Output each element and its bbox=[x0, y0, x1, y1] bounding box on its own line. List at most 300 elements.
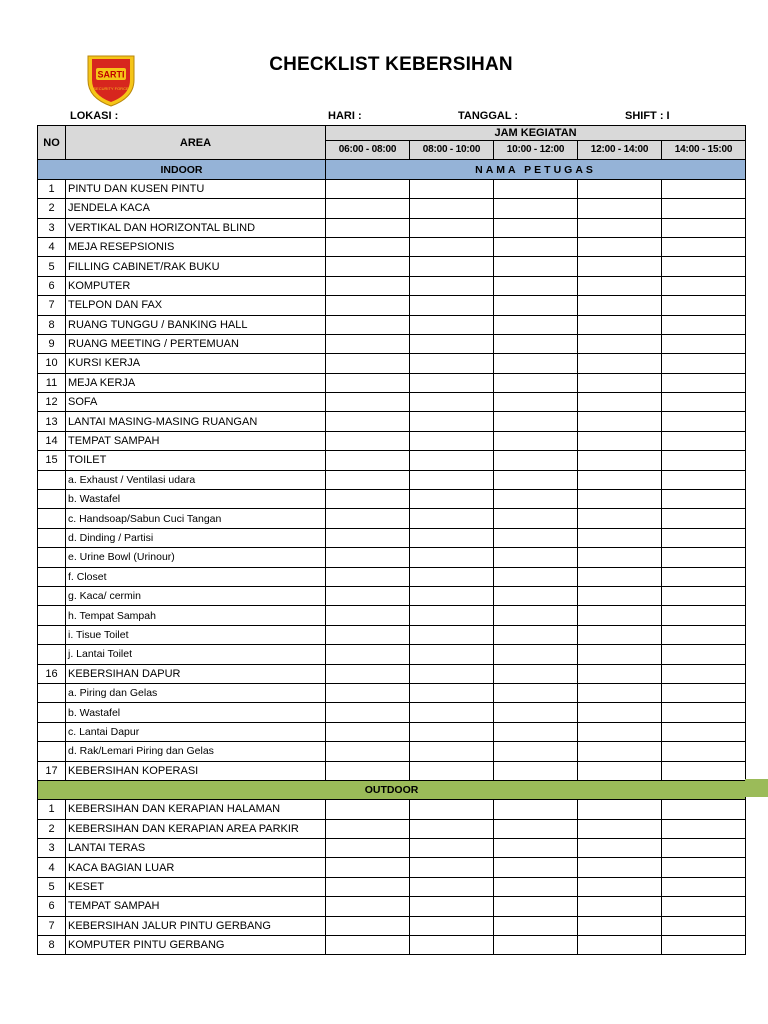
area-name: a. Piring dan Gelas bbox=[66, 683, 326, 702]
checklist-cell[interactable] bbox=[410, 373, 494, 392]
checklist-cell[interactable] bbox=[578, 528, 662, 547]
checklist-cell[interactable] bbox=[662, 393, 746, 412]
checklist-table bbox=[37, 125, 746, 955]
checklist-cell[interactable] bbox=[578, 586, 662, 605]
checklist-cell[interactable] bbox=[494, 742, 578, 761]
checklist-cell[interactable] bbox=[410, 839, 494, 858]
checklist-cell[interactable] bbox=[326, 742, 410, 761]
checklist-cell[interactable] bbox=[410, 296, 494, 315]
area-name: g. Kaca/ cermin bbox=[66, 586, 326, 605]
checklist-cell[interactable] bbox=[410, 897, 494, 916]
checklist-cell[interactable] bbox=[326, 528, 410, 547]
checklist-cell[interactable] bbox=[326, 625, 410, 644]
checklist-cell[interactable] bbox=[410, 354, 494, 373]
row-number bbox=[38, 742, 66, 761]
checklist-cell[interactable] bbox=[326, 296, 410, 315]
checklist-cell[interactable] bbox=[662, 373, 746, 392]
checklist-cell[interactable] bbox=[494, 645, 578, 664]
table-row bbox=[38, 625, 746, 644]
checklist-cell[interactable] bbox=[494, 625, 578, 644]
checklist-cell[interactable] bbox=[326, 645, 410, 664]
checklist-cell[interactable] bbox=[326, 858, 410, 877]
checklist-cell[interactable] bbox=[662, 199, 746, 218]
checklist-cell[interactable] bbox=[662, 451, 746, 470]
checklist-cell[interactable] bbox=[410, 179, 494, 198]
table-row bbox=[38, 412, 746, 431]
checklist-cell[interactable] bbox=[410, 509, 494, 528]
checklist-cell[interactable] bbox=[326, 199, 410, 218]
checklist-cell[interactable] bbox=[662, 742, 746, 761]
checklist-cell[interactable] bbox=[410, 877, 494, 896]
area-name: h. Tempat Sampah bbox=[66, 606, 326, 625]
checklist-cell[interactable] bbox=[326, 567, 410, 586]
checklist-cell[interactable] bbox=[662, 431, 746, 450]
area-name: LANTAI MASING-MASING RUANGAN bbox=[66, 412, 326, 431]
checklist-cell[interactable] bbox=[578, 296, 662, 315]
checklist-cell[interactable] bbox=[326, 276, 410, 295]
checklist-cell[interactable] bbox=[326, 257, 410, 276]
row-number bbox=[38, 509, 66, 528]
checklist-cell[interactable] bbox=[326, 683, 410, 702]
row-number: 8 bbox=[38, 315, 66, 334]
table-row bbox=[38, 645, 746, 664]
checklist-cell[interactable] bbox=[662, 257, 746, 276]
table-row bbox=[38, 567, 746, 586]
checklist-cell[interactable] bbox=[410, 800, 494, 819]
logo-text: SARTI bbox=[97, 69, 125, 80]
area-name: a. Exhaust / Ventilasi udara bbox=[66, 470, 326, 489]
table-row bbox=[38, 431, 746, 450]
checklist-cell[interactable] bbox=[326, 412, 410, 431]
checklist-cell[interactable] bbox=[410, 936, 494, 955]
area-name: e. Urine Bowl (Urinour) bbox=[66, 548, 326, 567]
checklist-cell[interactable] bbox=[578, 761, 662, 780]
checklist-cell[interactable] bbox=[494, 839, 578, 858]
checklist-cell[interactable] bbox=[494, 606, 578, 625]
checklist-cell[interactable] bbox=[662, 470, 746, 489]
checklist-cell[interactable] bbox=[494, 373, 578, 392]
checklist-cell[interactable] bbox=[662, 936, 746, 955]
row-number: 12 bbox=[38, 393, 66, 412]
checklist-cell[interactable] bbox=[578, 606, 662, 625]
checklist-cell[interactable] bbox=[494, 237, 578, 256]
checklist-cell[interactable] bbox=[410, 645, 494, 664]
area-name: i. Tisue Toilet bbox=[66, 625, 326, 644]
time-slot-header: 08:00 - 10:00 bbox=[410, 141, 494, 160]
checklist-cell[interactable] bbox=[578, 800, 662, 819]
table-row bbox=[38, 839, 746, 858]
checklist-cell[interactable] bbox=[410, 315, 494, 334]
checklist-cell[interactable] bbox=[494, 586, 578, 605]
checklist-cell[interactable] bbox=[578, 819, 662, 838]
time-slot-header: 12:00 - 14:00 bbox=[578, 141, 662, 160]
row-number: 8 bbox=[38, 936, 66, 955]
checklist-cell[interactable] bbox=[662, 858, 746, 877]
checklist-cell[interactable] bbox=[494, 664, 578, 683]
area-name: MEJA KERJA bbox=[66, 373, 326, 392]
table-row bbox=[38, 819, 746, 838]
checklist-cell[interactable] bbox=[578, 179, 662, 198]
checklist-cell[interactable] bbox=[326, 451, 410, 470]
row-number: 11 bbox=[38, 373, 66, 392]
checklist-cell[interactable] bbox=[494, 296, 578, 315]
checklist-cell[interactable] bbox=[662, 897, 746, 916]
table-row bbox=[38, 218, 746, 237]
checklist-cell[interactable] bbox=[410, 334, 494, 353]
area-name: SOFA bbox=[66, 393, 326, 412]
checklist-cell[interactable] bbox=[494, 936, 578, 955]
checklist-cell[interactable] bbox=[410, 528, 494, 547]
table-row bbox=[38, 354, 746, 373]
checklist-cell[interactable] bbox=[578, 858, 662, 877]
checklist-cell[interactable] bbox=[410, 664, 494, 683]
checklist-cell[interactable] bbox=[410, 199, 494, 218]
checklist-cell[interactable] bbox=[494, 490, 578, 509]
row-number: 13 bbox=[38, 412, 66, 431]
checklist-cell[interactable] bbox=[326, 936, 410, 955]
checklist-cell[interactable] bbox=[410, 703, 494, 722]
checklist-cell[interactable] bbox=[410, 819, 494, 838]
checklist-cell[interactable] bbox=[410, 606, 494, 625]
checklist-cell[interactable] bbox=[578, 722, 662, 741]
checklist-cell[interactable] bbox=[578, 936, 662, 955]
table-row bbox=[38, 470, 746, 489]
row-number: 9 bbox=[38, 334, 66, 353]
checklist-cell[interactable] bbox=[662, 722, 746, 741]
table-row bbox=[38, 276, 746, 295]
checklist-cell[interactable] bbox=[494, 703, 578, 722]
table-row bbox=[38, 722, 746, 741]
checklist-cell[interactable] bbox=[578, 703, 662, 722]
checklist-cell[interactable] bbox=[326, 664, 410, 683]
row-number: 5 bbox=[38, 257, 66, 276]
row-number: 1 bbox=[38, 179, 66, 198]
checklist-cell[interactable] bbox=[578, 509, 662, 528]
checklist-cell[interactable] bbox=[326, 606, 410, 625]
checklist-cell[interactable] bbox=[326, 548, 410, 567]
shift-label: SHIFT : I bbox=[625, 110, 670, 122]
jam-kegiatan-header: JAM KEGIATAN bbox=[326, 126, 746, 141]
row-number: 5 bbox=[38, 877, 66, 896]
checklist-cell[interactable] bbox=[662, 567, 746, 586]
checklist-cell[interactable] bbox=[662, 586, 746, 605]
checklist-cell[interactable] bbox=[494, 276, 578, 295]
checklist-cell[interactable] bbox=[578, 897, 662, 916]
checklist-cell[interactable] bbox=[410, 218, 494, 237]
checklist-cell[interactable] bbox=[662, 412, 746, 431]
table-row bbox=[38, 664, 746, 683]
checklist-cell[interactable] bbox=[578, 451, 662, 470]
checklist-cell[interactable] bbox=[494, 179, 578, 198]
checklist-cell[interactable] bbox=[578, 431, 662, 450]
checklist-cell[interactable] bbox=[326, 586, 410, 605]
checklist-cell[interactable] bbox=[326, 373, 410, 392]
checklist-cell[interactable] bbox=[578, 683, 662, 702]
checklist-cell[interactable] bbox=[662, 315, 746, 334]
row-number bbox=[38, 586, 66, 605]
checklist-cell[interactable] bbox=[662, 606, 746, 625]
checklist-cell[interactable] bbox=[494, 548, 578, 567]
table-row bbox=[38, 373, 746, 392]
area-name: KEBERSIHAN DAPUR bbox=[66, 664, 326, 683]
checklist-cell[interactable] bbox=[662, 645, 746, 664]
checklist-cell[interactable] bbox=[326, 897, 410, 916]
checklist-cell[interactable] bbox=[578, 548, 662, 567]
checklist-cell[interactable] bbox=[578, 839, 662, 858]
checklist-cell[interactable] bbox=[662, 509, 746, 528]
checklist-cell[interactable] bbox=[410, 490, 494, 509]
row-number bbox=[38, 470, 66, 489]
checklist-cell[interactable] bbox=[326, 354, 410, 373]
row-number bbox=[38, 606, 66, 625]
area-name: KEBERSIHAN DAN KERAPIAN AREA PARKIR bbox=[66, 819, 326, 838]
checklist-cell[interactable] bbox=[326, 490, 410, 509]
checklist-cell[interactable] bbox=[410, 567, 494, 586]
col-no-header: NO bbox=[38, 126, 66, 160]
checklist-cell[interactable] bbox=[326, 218, 410, 237]
checklist-cell[interactable] bbox=[578, 490, 662, 509]
table-row bbox=[38, 179, 746, 198]
table-row bbox=[38, 703, 746, 722]
area-name: JENDELA KACA bbox=[66, 199, 326, 218]
checklist-cell[interactable] bbox=[578, 625, 662, 644]
checklist-cell[interactable] bbox=[494, 528, 578, 547]
area-name: b. Wastafel bbox=[66, 490, 326, 509]
checklist-cell[interactable] bbox=[326, 722, 410, 741]
row-number: 1 bbox=[38, 800, 66, 819]
area-name: TELPON DAN FAX bbox=[66, 296, 326, 315]
table-row bbox=[38, 761, 746, 780]
checklist-cell[interactable] bbox=[326, 703, 410, 722]
nama-petugas-header: NAMA PETUGAS bbox=[326, 160, 746, 179]
checklist-cell[interactable] bbox=[494, 897, 578, 916]
table-row bbox=[38, 606, 746, 625]
checklist-cell[interactable] bbox=[326, 916, 410, 935]
checklist-cell[interactable] bbox=[662, 916, 746, 935]
checklist-cell[interactable] bbox=[494, 800, 578, 819]
checklist-cell[interactable] bbox=[494, 509, 578, 528]
table-row bbox=[38, 916, 746, 935]
checklist-cell[interactable] bbox=[578, 916, 662, 935]
area-name: RUANG TUNGGU / BANKING HALL bbox=[66, 315, 326, 334]
checklist-cell[interactable] bbox=[578, 412, 662, 431]
checklist-cell[interactable] bbox=[578, 742, 662, 761]
checklist-cell[interactable] bbox=[578, 276, 662, 295]
table-row bbox=[38, 528, 746, 547]
checklist-cell[interactable] bbox=[494, 819, 578, 838]
checklist-cell[interactable] bbox=[662, 839, 746, 858]
checklist-cell[interactable] bbox=[578, 645, 662, 664]
checklist-cell[interactable] bbox=[494, 451, 578, 470]
checklist-cell[interactable] bbox=[410, 742, 494, 761]
checklist-cell[interactable] bbox=[494, 858, 578, 877]
checklist-cell[interactable] bbox=[326, 509, 410, 528]
area-name: LANTAI TERAS bbox=[66, 839, 326, 858]
table-row bbox=[38, 683, 746, 702]
checklist-cell[interactable] bbox=[410, 257, 494, 276]
table-row bbox=[38, 800, 746, 819]
checklist-cell[interactable] bbox=[578, 315, 662, 334]
checklist-cell[interactable] bbox=[410, 237, 494, 256]
checklist-cell[interactable] bbox=[578, 218, 662, 237]
checklist-cell[interactable] bbox=[410, 276, 494, 295]
area-name: TEMPAT SAMPAH bbox=[66, 897, 326, 916]
area-name: KEBERSIHAN JALUR PINTU GERBANG bbox=[66, 916, 326, 935]
table-row bbox=[38, 586, 746, 605]
checklist-cell[interactable] bbox=[662, 296, 746, 315]
checklist-cell[interactable] bbox=[410, 451, 494, 470]
table-row bbox=[38, 742, 746, 761]
checklist-cell[interactable] bbox=[410, 625, 494, 644]
area-name: TOILET bbox=[66, 451, 326, 470]
checklist-cell[interactable] bbox=[326, 761, 410, 780]
checklist-cell[interactable] bbox=[410, 470, 494, 489]
checklist-cell[interactable] bbox=[326, 800, 410, 819]
area-name: b. Wastafel bbox=[66, 703, 326, 722]
checklist-cell[interactable] bbox=[494, 393, 578, 412]
checklist-cell[interactable] bbox=[326, 431, 410, 450]
area-name: KOMPUTER bbox=[66, 276, 326, 295]
checklist-cell[interactable] bbox=[494, 470, 578, 489]
checklist-cell[interactable] bbox=[326, 237, 410, 256]
row-number bbox=[38, 703, 66, 722]
checklist-cell[interactable] bbox=[494, 354, 578, 373]
checklist-cell[interactable] bbox=[662, 800, 746, 819]
area-name: j. Lantai Toilet bbox=[66, 645, 326, 664]
row-number bbox=[38, 722, 66, 741]
checklist-cell[interactable] bbox=[494, 334, 578, 353]
table-row bbox=[38, 509, 746, 528]
checklist-cell[interactable] bbox=[494, 567, 578, 586]
logo-subtext: SECURITY FORCE bbox=[93, 86, 129, 91]
checklist-cell[interactable] bbox=[662, 334, 746, 353]
area-name: KEBERSIHAN KOPERASI bbox=[66, 761, 326, 780]
area-name: FILLING CABINET/RAK BUKU bbox=[66, 257, 326, 276]
checklist-cell[interactable] bbox=[494, 683, 578, 702]
checklist-cell[interactable] bbox=[578, 664, 662, 683]
checklist-cell[interactable] bbox=[578, 199, 662, 218]
checklist-cell[interactable] bbox=[662, 354, 746, 373]
checklist-cell[interactable] bbox=[410, 586, 494, 605]
checklist-cell[interactable] bbox=[494, 412, 578, 431]
checklist-cell[interactable] bbox=[326, 470, 410, 489]
table-row bbox=[38, 237, 746, 256]
checklist-cell[interactable] bbox=[662, 703, 746, 722]
checklist-cell[interactable] bbox=[578, 334, 662, 353]
area-name: TEMPAT SAMPAH bbox=[66, 431, 326, 450]
checklist-cell[interactable] bbox=[494, 761, 578, 780]
area-name: RUANG MEETING / PERTEMUAN bbox=[66, 334, 326, 353]
checklist-cell[interactable] bbox=[662, 625, 746, 644]
checklist-cell[interactable] bbox=[578, 373, 662, 392]
row-number bbox=[38, 683, 66, 702]
checklist-cell[interactable] bbox=[494, 257, 578, 276]
checklist-cell[interactable] bbox=[326, 393, 410, 412]
checklist-cell[interactable] bbox=[410, 761, 494, 780]
area-name: f. Closet bbox=[66, 567, 326, 586]
area-name: d. Dinding / Partisi bbox=[66, 528, 326, 547]
hari-label: HARI : bbox=[328, 110, 362, 122]
checklist-cell[interactable] bbox=[410, 683, 494, 702]
checklist-cell[interactable] bbox=[410, 393, 494, 412]
area-name: MEJA RESEPSIONIS bbox=[66, 237, 326, 256]
row-number: 15 bbox=[38, 451, 66, 470]
checklist-cell[interactable] bbox=[662, 218, 746, 237]
checklist-cell[interactable] bbox=[578, 567, 662, 586]
checklist-cell[interactable] bbox=[662, 528, 746, 547]
indoor-header: INDOOR bbox=[38, 160, 326, 179]
checklist-cell[interactable] bbox=[662, 664, 746, 683]
checklist-cell[interactable] bbox=[326, 179, 410, 198]
table-row bbox=[38, 897, 746, 916]
checklist-cell[interactable] bbox=[662, 179, 746, 198]
checklist-cell[interactable] bbox=[578, 237, 662, 256]
checklist-cell[interactable] bbox=[410, 548, 494, 567]
row-number: 3 bbox=[38, 218, 66, 237]
checklist-cell[interactable] bbox=[326, 877, 410, 896]
table-row bbox=[38, 548, 746, 567]
checklist-cell[interactable] bbox=[494, 218, 578, 237]
area-name: d. Rak/Lemari Piring dan Gelas bbox=[66, 742, 326, 761]
area-name: VERTIKAL DAN HORIZONTAL BLIND bbox=[66, 218, 326, 237]
checklist-cell[interactable] bbox=[662, 683, 746, 702]
checklist-cell[interactable] bbox=[410, 431, 494, 450]
checklist-cell[interactable] bbox=[578, 354, 662, 373]
checklist-cell[interactable] bbox=[578, 877, 662, 896]
checklist-cell[interactable] bbox=[326, 839, 410, 858]
page-title: CHECKLIST KEBERSIHAN bbox=[269, 54, 513, 75]
row-number: 4 bbox=[38, 858, 66, 877]
row-number bbox=[38, 645, 66, 664]
checklist-cell[interactable] bbox=[662, 237, 746, 256]
checklist-cell[interactable] bbox=[326, 819, 410, 838]
checklist-cell[interactable] bbox=[494, 722, 578, 741]
checklist-cell[interactable] bbox=[410, 412, 494, 431]
checklist-cell[interactable] bbox=[662, 490, 746, 509]
area-name: KEBERSIHAN DAN KERAPIAN HALAMAN bbox=[66, 800, 326, 819]
table-row bbox=[38, 296, 746, 315]
checklist-cell[interactable] bbox=[326, 334, 410, 353]
row-number: 10 bbox=[38, 354, 66, 373]
checklist-cell[interactable] bbox=[410, 858, 494, 877]
lokasi-label: LOKASI : bbox=[70, 110, 119, 122]
row-number bbox=[38, 490, 66, 509]
checklist-cell[interactable] bbox=[662, 548, 746, 567]
checklist-cell[interactable] bbox=[578, 257, 662, 276]
checklist-cell[interactable] bbox=[494, 877, 578, 896]
table-row bbox=[38, 199, 746, 218]
checklist-cell[interactable] bbox=[326, 315, 410, 334]
row-number: 16 bbox=[38, 664, 66, 683]
checklist-cell[interactable] bbox=[494, 315, 578, 334]
time-slot-header: 14:00 - 15:00 bbox=[662, 141, 746, 160]
checklist-cell[interactable] bbox=[494, 199, 578, 218]
checklist-cell[interactable] bbox=[662, 761, 746, 780]
checklist-cell[interactable] bbox=[494, 916, 578, 935]
checklist-cell[interactable] bbox=[494, 431, 578, 450]
checklist-cell[interactable] bbox=[578, 470, 662, 489]
table-row bbox=[38, 877, 746, 896]
row-number bbox=[38, 528, 66, 547]
tanggal-label: TANGGAL : bbox=[458, 110, 519, 122]
col-area-header: AREA bbox=[66, 126, 326, 160]
checklist-cell[interactable] bbox=[662, 819, 746, 838]
checklist-cell[interactable] bbox=[662, 877, 746, 896]
checklist-cell[interactable] bbox=[410, 916, 494, 935]
checklist-cell[interactable] bbox=[410, 722, 494, 741]
checklist-cell[interactable] bbox=[662, 276, 746, 295]
checklist-cell[interactable] bbox=[578, 393, 662, 412]
